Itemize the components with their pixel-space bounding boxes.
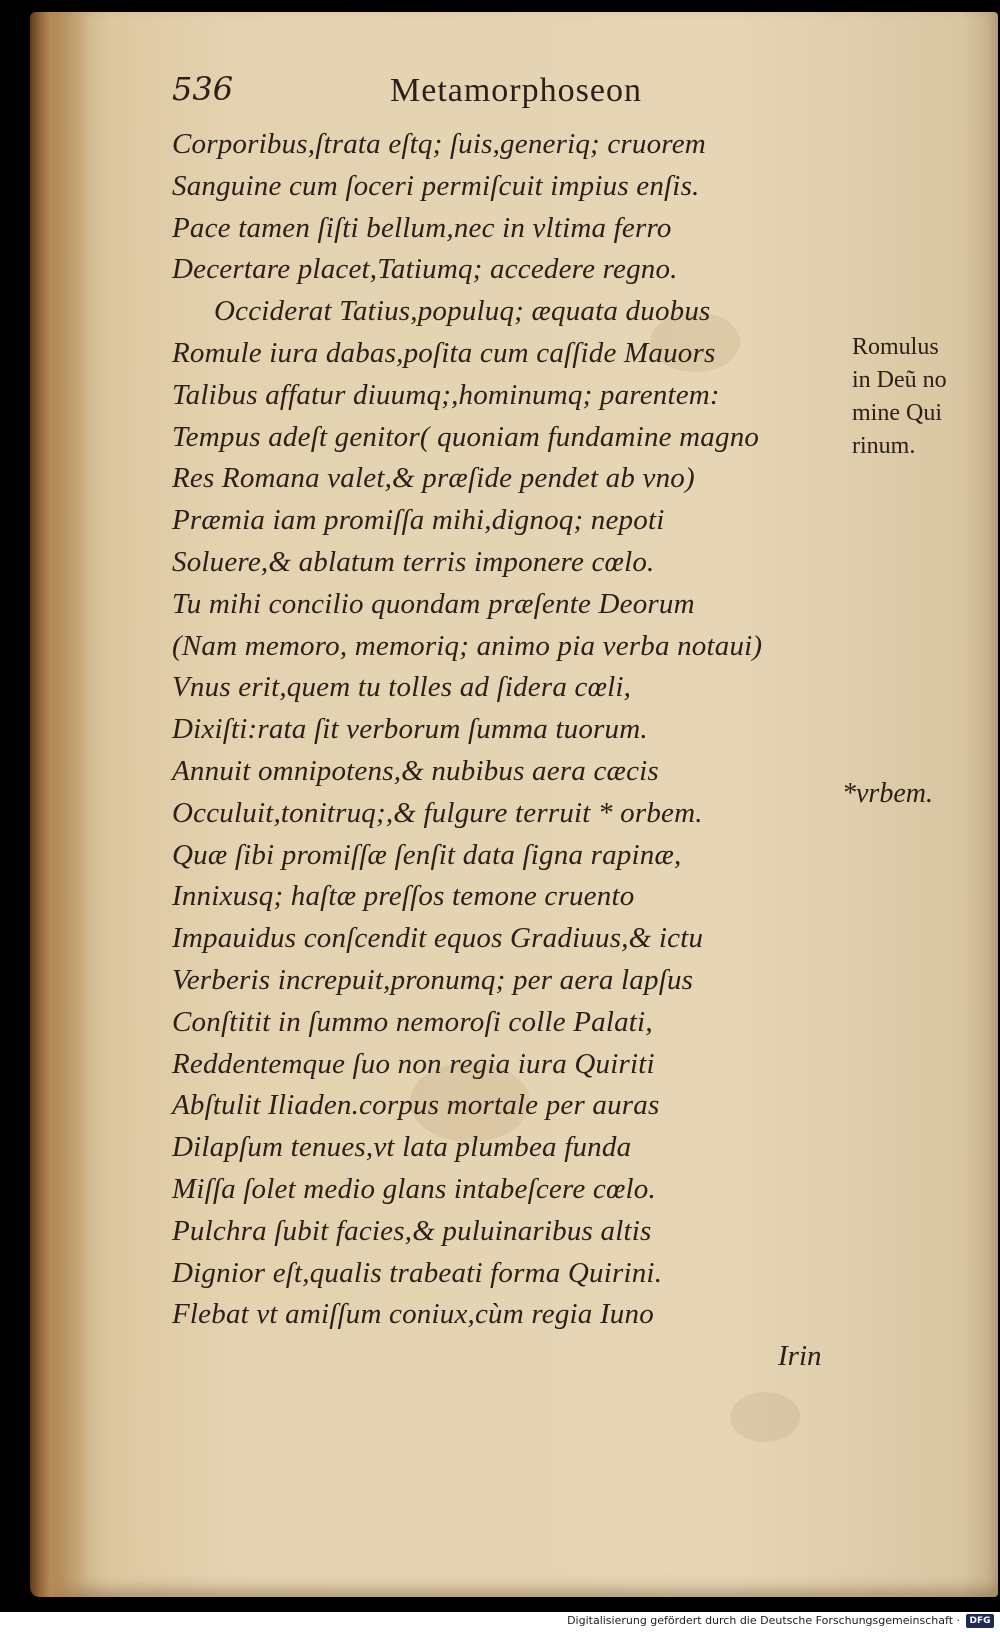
marginal-variant-reading: *vrbem. [842, 778, 933, 809]
verse-line: (Nam memoro, memoriq; animo pia verba notaui) [172, 629, 763, 662]
marginal-note [852, 331, 972, 463]
catchword: Irin [778, 1340, 822, 1372]
verse-line: Sanguine cum ſoceri permiſcuit impius enſis. [172, 169, 700, 202]
verse-line: Dilapſum tenues,vt lata plumbea funda [172, 1131, 632, 1164]
verse-line: Res Romana valet,& præſide pendet ab vno) [172, 462, 695, 495]
verse-line: Tempus adeſt genitor( quoniam fundamine magno [172, 420, 760, 453]
page-gutter [30, 12, 90, 1597]
footer-credit: Digitalisierung gefördert durch die Deutsche Forschungsgemeinschaft · [567, 1614, 960, 1627]
verse-line: Reddentemque ſuo non regia iura Quiriti [172, 1047, 655, 1080]
dfg-logo: DFG [966, 1614, 994, 1628]
verse-line: Tu mihi concilio quondam præſente Deorum [172, 587, 695, 620]
page-header [172, 70, 692, 120]
verse-line: Pulchra ſubit facies,& puluinaribus altis [172, 1214, 652, 1247]
verse-line: Abſtulit Iliaden.corpus mortale per auras [172, 1089, 660, 1122]
verse-line: Romule iura dabas,poſita cum caſſide Mauors [172, 336, 716, 369]
verse-line: Soluere,& ablatum terris imponere cœlo. [172, 545, 655, 578]
verse-line: Dignior eſt,qualis trabeati forma Quirini. [172, 1256, 663, 1289]
digitization-footer [0, 1612, 1000, 1632]
running-title: Metamorphoseon [390, 72, 642, 109]
verse-line: Miſſa ſolet medio glans intabeſcere cœlo. [172, 1172, 656, 1205]
verse-line: Corporibus,ſtrata eſtq; ſuis,generiq; cruorem [172, 128, 706, 160]
verse-line: Talibus affatur diuumq;,hominumq; parentem: [172, 378, 720, 411]
verse-line: Præmia iam promiſſa mihi,dignoq; nepoti [172, 504, 665, 537]
verse-line: Occiderat Tatius,populuq; æquata duobus [214, 295, 711, 328]
verse-line: Conſtitit in ſummo nemoroſi colle Palati, [172, 1005, 653, 1038]
marginal-note-line: Romulus [852, 334, 939, 360]
marginal-note-line: in Deũ no [852, 367, 947, 393]
verse-line: Verberis increpuit,pronumq; per aera lapſus [172, 963, 694, 996]
verse-text [172, 124, 832, 1336]
verse-line: Annuit omnipotens,& nubibus aera cæcis [172, 754, 659, 787]
verse-line: Occuluit,tonitruq;,& fulgure terruit * orbem. [172, 796, 703, 829]
marginal-note-line: rinum. [852, 433, 916, 459]
verse-line: Decertare placet,Tatiumq; accedere regno. [172, 253, 678, 286]
verse-line: Impauidus conſcendit equos Gradiuus,& ictu [172, 922, 704, 955]
verse-line: Flebat vt amiſſum coniux,cùm regia Iuno [172, 1298, 654, 1331]
verse-line: Vnus erit,quem tu tolles ad ſidera cœli, [172, 671, 632, 704]
marginal-note-line: mine Qui [852, 400, 942, 426]
verse-line: Dixiſti:rata ſit verborum ſumma tuorum. [172, 713, 648, 746]
verse-line: Innixusq; haſtæ preſſos temone cruento [172, 880, 635, 913]
page-number: 536 [172, 70, 234, 108]
foxing-stain [730, 1392, 800, 1442]
verse-line: Quæ ſibi promiſſæ ſenſit data ſigna rapinæ, [172, 838, 682, 871]
verse-line: Pace tamen ſiſti bellum,nec in vltima ferro [172, 211, 672, 244]
